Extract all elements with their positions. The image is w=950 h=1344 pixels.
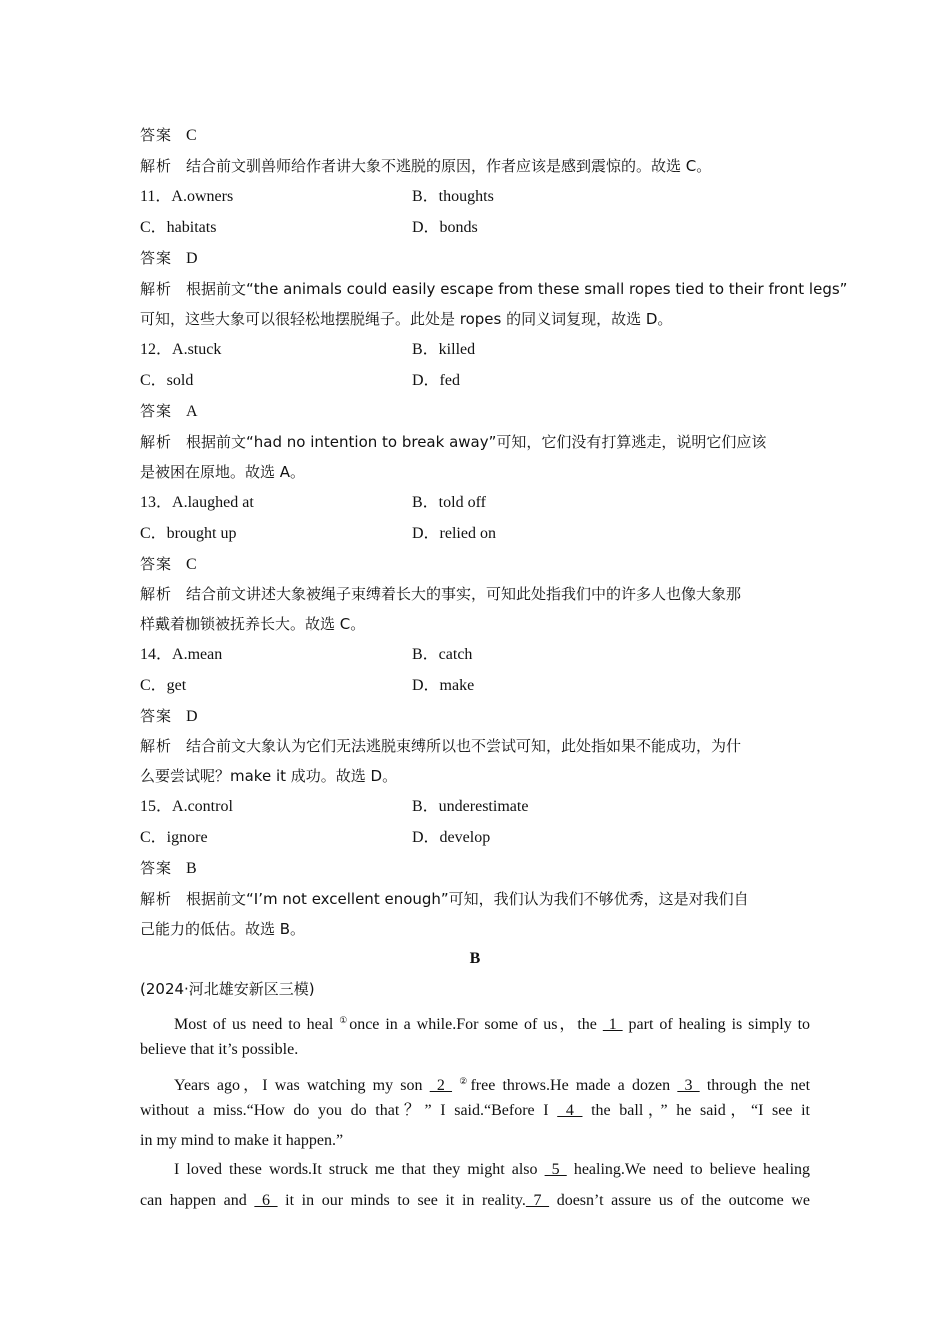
answer-row-11 [140,248,810,269]
passage-p3-line2 [140,1191,810,1211]
answer-value: B [186,860,197,877]
passage-text: believe that it’s possible. [140,1041,299,1058]
analysis-text: 是被困在原地。故选 A。 [140,463,306,481]
option-d: D．fed [412,372,460,389]
passage-source [140,979,810,1000]
question-number: 12． [140,341,173,358]
option-a: A.laughed at [172,494,254,511]
passage-text: in my mind to make it happen.” [140,1132,344,1149]
passage-p3-line1 [174,1160,810,1180]
blank-2[interactable]: 2 [429,1077,453,1094]
question-number: 13． [140,494,173,511]
analysis-row-13-cont [140,614,810,635]
analysis-row-10 [140,156,810,177]
answer-value: D [186,250,198,267]
passage-text: once in a while.For some of us，the [349,1016,597,1033]
passage-text: healing.We need to believe healing [573,1161,811,1178]
answer-label: 答案 [140,555,173,573]
analysis-label: 解析 [140,737,173,755]
passage-text: it in our minds to see it in reality. [285,1192,526,1209]
footnote-marker: ② [459,1076,471,1086]
question-15-options-ab [140,797,810,817]
source-text: (2024·河北雄安新区三模) [140,980,315,998]
analysis-label: 解析 [140,890,173,908]
answer-label: 答案 [140,249,173,267]
analysis-text: 结合前文讲述大象被绳子束缚着长大的事实，可知此处指我们中的许多人也像大象那 [186,585,742,603]
analysis-row-14-cont [140,766,810,787]
option-d: D．bonds [412,219,478,236]
passage-text: Most of us need to heal [174,1016,334,1033]
question-11-options-cd [140,218,810,238]
analysis-row-11-cont [140,309,810,330]
analysis-text: 结合前文大象认为它们无法逃脱束缚所以也不尝试可知，此处指如果不能成功，为什 [186,737,742,755]
option-b: B．catch [412,646,473,663]
analysis-row-12 [140,432,810,453]
analysis-text: 根据前文“had no intention to break away”可知，它们没有打算逃走，说明它们应该 [186,433,767,451]
answer-value: A [186,403,198,420]
passage-p2-line3 [140,1131,810,1151]
question-number: 11． [140,188,172,205]
analysis-text: 根据前文“I’m not excellent enough”可知，我们认为我们不够优秀，这是对我们自 [186,890,749,908]
question-number: 15． [140,798,173,815]
blank-1[interactable]: 1 [602,1016,623,1033]
question-number: 14． [140,646,173,663]
option-a: A.owners [171,188,234,205]
option-a: A.stuck [172,341,222,358]
option-c: C．get [140,677,187,694]
question-15-options-cd [140,828,810,848]
answer-value: D [186,708,198,725]
answer-row-10 [140,125,810,146]
passage-text: through the net [706,1077,811,1094]
option-c: C．sold [140,372,194,389]
passage-text: Years ago，I was watching my son [174,1077,423,1094]
option-d: D．make [412,677,475,694]
analysis-label: 解析 [140,585,173,603]
analysis-label: 解析 [140,433,173,451]
passage-p2-line1 [174,1071,810,1096]
blank-4[interactable]: 4 [557,1102,583,1119]
option-b: B．thoughts [412,188,494,205]
question-13-options-ab [140,493,810,513]
question-14-options-cd [140,676,810,696]
analysis-row-15 [140,889,810,910]
option-b: B．underestimate [412,798,529,815]
answer-label: 答案 [140,859,173,877]
question-11-options-ab [140,187,810,207]
analysis-label: 解析 [140,157,173,175]
passage-text: free throws.He made a dozen [470,1077,671,1094]
option-d: D．develop [412,829,491,846]
option-c: C．habitats [140,219,217,236]
answer-row-14 [140,706,810,727]
analysis-text: 己能力的低估。故选 B。 [140,920,306,938]
answer-row-13 [140,554,810,575]
analysis-text: 样戴着枷锁被抚养长大。故选 C。 [140,615,366,633]
analysis-label: 解析 [140,280,173,298]
question-14-options-ab [140,645,810,665]
passage-text: I loved these words.It struck me that they might also [174,1161,538,1178]
option-c: C．ignore [140,829,208,846]
passage-p1-line1 [174,1010,810,1035]
passage-p1-line2 [140,1040,810,1060]
question-12-options-cd [140,371,810,391]
answer-row-12 [140,401,810,422]
analysis-text: 么要尝试呢？make it 成功。故选 D。 [140,767,398,785]
question-12-options-ab [140,340,810,360]
blank-5[interactable]: 5 [544,1161,567,1178]
passage-text: part of healing is simply to [628,1016,811,1033]
footnote-marker: ① [339,1015,350,1025]
option-d: D．relied on [412,525,496,542]
option-b: B．killed [412,341,476,358]
question-13-options-cd [140,524,810,544]
analysis-text: 根据前文“the animals could easily escape from these small ropes tied to their front legs” [186,280,848,298]
section-heading: B [469,950,481,967]
passage-p2-line2 [140,1101,810,1121]
analysis-row-15-cont [140,919,810,940]
option-b: B．told off [412,494,486,511]
answer-row-15 [140,858,810,879]
analysis-row-14 [140,736,810,757]
passage-text: the ball，” he said，“I see it [591,1102,810,1119]
answer-value: C [186,556,197,573]
blank-3[interactable]: 3 [677,1077,700,1094]
blank-6[interactable]: 6 [254,1192,278,1209]
passage-text: doesn’t assure us of the outcome we [556,1192,811,1209]
option-a: A.mean [172,646,223,663]
answer-label: 答案 [140,707,173,725]
analysis-text: 结合前文驯兽师给作者讲大象不逃脱的原因，作者应该是感到震惊的。故选 C。 [186,157,712,175]
passage-text: without a miss.“How do you do that？” I said.“Before I [140,1102,549,1119]
answer-value: C [186,127,197,144]
analysis-row-13 [140,584,810,605]
option-a: A.control [172,798,233,815]
passage-text: can happen and [140,1192,247,1209]
analysis-text: 可知，这些大象可以很轻松地摆脱绳子。此处是 ropes 的同义词复现，故选 D。 [140,310,673,328]
answer-label: 答案 [140,402,173,420]
answer-label: 答案 [140,126,173,144]
option-c: C．brought up [140,525,237,542]
analysis-row-12-cont [140,462,810,483]
analysis-row-11 [140,279,848,300]
blank-7[interactable]: 7 [525,1192,550,1209]
